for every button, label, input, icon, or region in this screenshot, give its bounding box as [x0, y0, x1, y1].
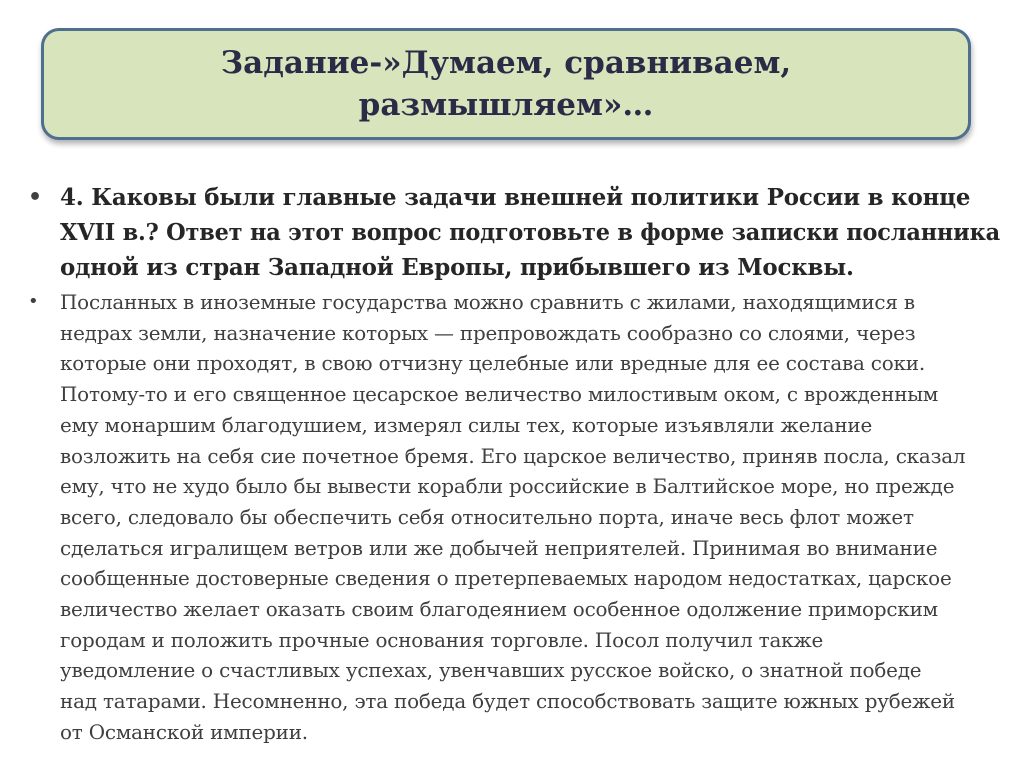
answer-line: ему, что не худо было бы вывести корабли российские в Балтийское море, но прежде — [60, 474, 955, 499]
question-item — [24, 180, 1004, 285]
answer-line: от Османской империи. — [60, 719, 308, 744]
title-box — [41, 28, 971, 140]
answer-line: сделаться игралищем ветров или же добычей неприятелей. Принимая во внимание — [60, 535, 938, 560]
answer-line: Потому-то и его священное цесарское величество милостивым оком, с врожденным — [60, 382, 939, 407]
answer-line: Посланных в иноземные государства можно сравнить с жилами, находящимися в — [60, 290, 915, 314]
slide-title — [221, 42, 791, 126]
question-line: 4. Каковы были главные задачи внешней политики России в конце — [60, 184, 971, 211]
answer-line: величество желает оказать своим благодеянием особенное одолжение приморским — [60, 597, 938, 622]
answer-line: ему монаршим благодушием, измерял силы тех, которые изъявляли желание — [60, 412, 873, 437]
answer-line: возложить на себя сие почетное бремя. Его царское величество, приняв посла, сказал — [60, 443, 966, 468]
bullet-icon: • — [28, 291, 39, 312]
bullet-icon: • — [28, 185, 42, 210]
answer-item — [24, 287, 1004, 748]
answer-line: над татарами. Несомненно, эта победа будет способствовать защите южных рубежей — [60, 689, 955, 714]
answer-line: недрах земли, назначение которых — препровождать сообразно со слоями, через — [60, 320, 916, 345]
content-area — [24, 180, 1004, 748]
answer-line: которые они проходят, в свою отчизну целебные или вредные для ее состава соки. — [60, 351, 926, 376]
title-line-1: Задание-»Думаем, сравниваем, — [220, 45, 792, 81]
title-line-2: размышляем»… — [358, 87, 654, 123]
answer-line: всего, следовало бы обеспечить себя относительно порта, иначе весь флот может — [60, 504, 914, 529]
question-line: XVII в.? Ответ на этот вопрос подготовьте в форме записки посланника — [60, 219, 1000, 246]
answer-line: городам и положить прочные основания торговле. Посол получил также — [60, 627, 824, 652]
answer-line: сообщенные достоверные сведения о претерпеваемых народом недостатках, царское — [60, 566, 952, 591]
question-line: одной из стран Западной Европы, прибывшего из Москвы. — [60, 254, 854, 281]
answer-line: уведомление о счастливых успехах, увенчавших русское войско, о знатной победе — [60, 658, 922, 683]
